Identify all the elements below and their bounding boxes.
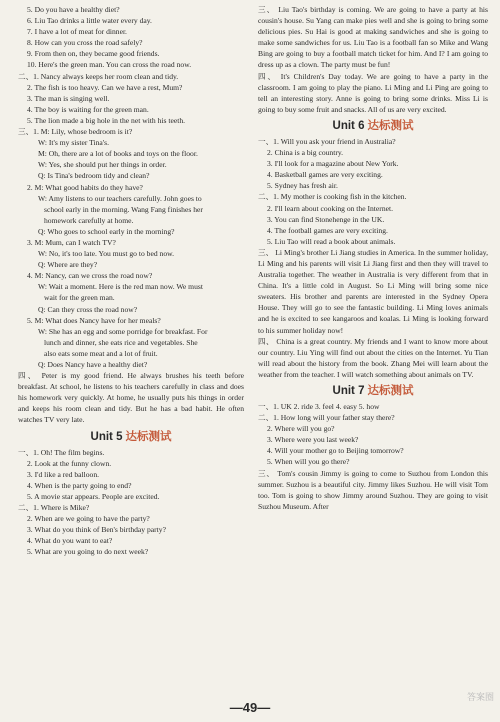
answer-line: Q: Can they cross the road now? bbox=[38, 304, 138, 314]
answer-line: also eats some meat and a lot of fruit. bbox=[44, 348, 158, 358]
answer-paragraph: 四、 It's Children's Day today. We are going to have a party in the classroom. I am going to play the piano. Li Ming and Li Ping are going to tell an interesting story. Anne is going to bring some drinks. Miss Li is going to buy some fruit and snacks. All of us are very excited. bbox=[258, 71, 488, 114]
answer-line: 二、1. How long will your father stay there? bbox=[258, 413, 395, 423]
answer-paragraph: 四、 China is a great country. My friends and I want to know more about our country. Liu Ying will find out about the cities on the Internet. Yu Tian will read about the history from the book. Zhang Mei will learn about the weather from the teacher. I will watch something about animals on TV. bbox=[258, 336, 488, 379]
page-number: —49— bbox=[229, 700, 271, 715]
answer-line: lunch and dinner, she eats rice and vegetables. She bbox=[44, 337, 198, 347]
answer-line: 6. Liu Tao drinks a little water every day. bbox=[27, 16, 152, 26]
answer-line: Q: Does Nancy have a healthy diet? bbox=[38, 360, 148, 369]
answer-line: Q: Who goes to school early in the morning? bbox=[38, 226, 175, 236]
answer-line: 7. I have a lot of meat for dinner. bbox=[27, 27, 127, 37]
answer-line: M: Oh, there are a lot of books and toys on the floor. bbox=[38, 149, 198, 159]
answer-line: W: Amy listens to our teachers carefully. John goes to bbox=[38, 193, 202, 203]
unit-heading bbox=[18, 429, 244, 445]
answer-line: 二、1. Where is Mike? bbox=[18, 503, 90, 513]
answer-line: 2. M: What good habits do they have? bbox=[27, 182, 143, 192]
answer-line: 3. I'd like a red balloon. bbox=[27, 469, 100, 479]
answer-line: wait for the green man. bbox=[44, 293, 115, 303]
answer-line: 10. Here's the green man. You can cross the road now. bbox=[27, 60, 192, 70]
unit-number: Unit 6 bbox=[332, 119, 365, 132]
left-column bbox=[18, 4, 244, 558]
answer-line: Q: Is Tina's bedroom tidy and clean? bbox=[38, 171, 150, 181]
answer-line: 5. M: What does Nancy have for her meals? bbox=[27, 315, 161, 325]
answer-line: 9. From then on, they became good friends. bbox=[27, 49, 160, 59]
answer-line: W: It's my sister Tina's. bbox=[38, 138, 110, 148]
answer-line: 2. The fish is too heavy. Can we have a rest, Mum? bbox=[27, 82, 183, 92]
answer-line: 4. M: Nancy, can we cross the road now? bbox=[27, 271, 153, 281]
answer-line: 2. China is a big country. bbox=[267, 148, 344, 158]
answer-line: 5. The lion made a big hole in the net with his teeth. bbox=[27, 115, 186, 125]
answer-line: 5. Do you have a healthy diet? bbox=[27, 5, 120, 14]
answer-line: 5. A movie star appears. People are excited. bbox=[27, 491, 160, 501]
unit-label: 达标测试 bbox=[125, 430, 172, 443]
answer-line: W: No, it's too late. You must go to bed now. bbox=[38, 249, 175, 259]
unit-number: Unit 5 bbox=[90, 430, 123, 443]
answer-line: 4. Basketball games are very exciting. bbox=[267, 170, 383, 180]
answer-line: 3. I'll look for a magazine about New York. bbox=[267, 159, 399, 169]
unit-heading bbox=[258, 118, 488, 134]
answer-line: 二、1. My mother is cooking fish in the kitchen. bbox=[258, 192, 407, 202]
watermark-logo: 答案圈 bbox=[466, 692, 494, 702]
answer-line: 2. Where will you go? bbox=[267, 424, 335, 434]
answer-line: 5. What are you going to do next week? bbox=[27, 547, 149, 557]
answer-line: W: Yes, she should put her things in order. bbox=[38, 160, 167, 170]
answer-line: 4. What do you want to eat? bbox=[27, 536, 113, 546]
answer-paragraph: 三、 Liu Tao's birthday is coming. We are going to have a party at his cousin's house. Su Yang can make pies well and she is going to bring some delicious pies. Su Hai is good at making sandwiches and she is going to make some sandwiches for us. Liu Tao is a football fan so Mike and Wang Bing are going to buy a football match ticket for him. And I? I am going to dress up as a clown. The party must be fun! bbox=[258, 5, 488, 70]
answer-line: 一、1. Will you ask your friend in Australia? bbox=[258, 136, 396, 146]
answer-line: 二、1. Nancy always keeps her room clean and tidy. bbox=[18, 71, 179, 81]
answer-line: W: Wait a moment. Here is the red man now. We must bbox=[38, 282, 203, 292]
answer-line: 2. I'll learn about cooking on the Internet. bbox=[267, 203, 393, 213]
answer-line: 2. When are we going to have the party? bbox=[27, 514, 150, 524]
answer-line: 4. Will your mother go to Beijing tomorrow? bbox=[267, 446, 404, 456]
answer-line: 4. The football games are very exciting. bbox=[267, 225, 388, 235]
answer-paragraph: 四、 Peter is my good friend. He always brushes his teeth before breakfast. At school, he listens to his teachers carefully in class and does his homework very quickly. At home, he usually puts his things in order and keeps his room clean and tidy. But he has a bad habit. He often watches TV very late. bbox=[18, 371, 244, 425]
answer-line: 3. You can find Stonehenge in the UK. bbox=[267, 214, 385, 224]
answer-paragraph: 三、 Tom's cousin Jimmy is going to come to Suzhou from London this summer. Suzhou is a beautiful city. Jimmy likes Suzhou. He will visit Tom too. Tom is going to show Jimmy around Suzhou. They are going to visit Suzhou Museum. After bbox=[258, 468, 488, 511]
answer-line: W: She has an egg and some porridge for breakfast. For bbox=[38, 326, 208, 336]
answer-line: 一、1. Oh! The film begins. bbox=[18, 447, 105, 457]
answer-line: homework carefully at home. bbox=[44, 215, 134, 225]
answer-line: 3. M: Mum, can I watch TV? bbox=[27, 237, 116, 247]
answer-line: 8. How can you cross the road safely? bbox=[27, 38, 143, 48]
unit-heading bbox=[258, 383, 488, 399]
answer-line: 4. When is the party going to end? bbox=[27, 480, 132, 490]
answer-line: 5. When will you go there? bbox=[267, 457, 350, 467]
answer-line: 3. Where were you last week? bbox=[267, 435, 359, 445]
answer-line: 3. The man is singing well. bbox=[27, 93, 110, 103]
unit-label: 达标测试 bbox=[367, 119, 414, 132]
answer-line: Q: Where are they? bbox=[38, 260, 98, 270]
unit-label: 达标测试 bbox=[367, 385, 414, 397]
answer-line: school early in the morning. Wang Fang finishes her bbox=[44, 204, 203, 214]
answer-line: 5. Liu Tao will read a book about animals. bbox=[267, 236, 396, 246]
answer-line: 一、1. UK 2. ride 3. feel 4. easy 5. how bbox=[258, 402, 380, 411]
answer-line: 5. Sydney has fresh air. bbox=[267, 181, 338, 191]
answer-paragraph: 三、 Li Ming's brother Li Jiang studies in America. In the summer holiday, Li Ming and his parents will visit Li Jiang first and then they will travel to Australia together. The weather in Australia is very different from that in China. It's a little cold in August. So Li Ming will bring some nice sweaters. His brother and parents are interested in the Sydney Opera House. They will go to see the fantastic building. Li Ming loves animals and he is excited to see kangaroos and koalas. Li Ming is looking forward to his summer holiday now! bbox=[258, 247, 488, 335]
answer-line: 2. Look at the funny clown. bbox=[27, 458, 112, 468]
answer-line: 4. The boy is waiting for the green man. bbox=[27, 104, 149, 114]
unit-number: Unit 7 bbox=[332, 385, 365, 397]
answer-line: 3. What do you think of Ben's birthday party? bbox=[27, 525, 166, 535]
right-column bbox=[258, 4, 488, 512]
answer-line: 三、1. M: Lily, whose bedroom is it? bbox=[18, 127, 133, 137]
